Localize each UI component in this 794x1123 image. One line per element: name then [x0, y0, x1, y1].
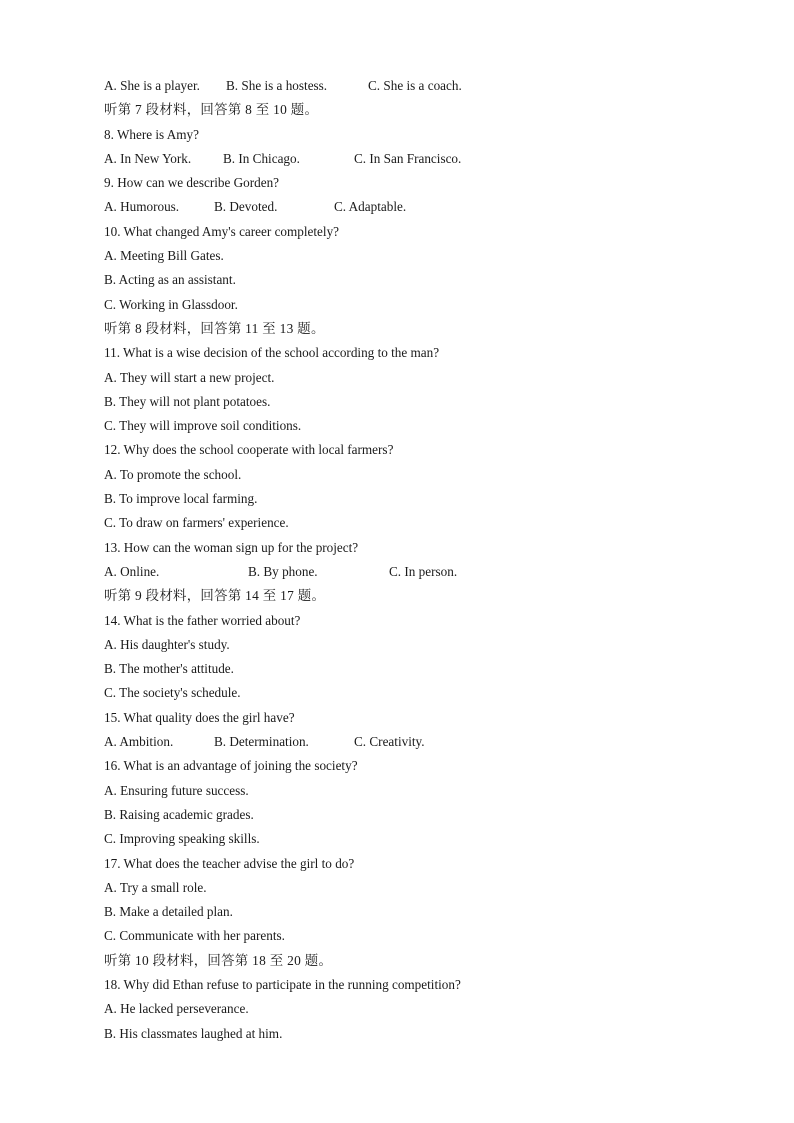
q7-option-b: B. She is a hostess.: [226, 78, 328, 93]
question-15: 15. What quality does the girl have?: [104, 709, 295, 725]
q11-option-b: B. They will not plant potatoes.: [104, 393, 271, 409]
q15-option-c: C. Creativity.: [354, 734, 425, 750]
q14-option-b: B. The mother's attitude.: [104, 661, 234, 677]
q13-option-c: C. In person.: [389, 563, 458, 579]
q10-option-b: B. Acting as an assistant.: [104, 272, 236, 288]
q16-option-c: C. Improving speaking skills.: [104, 831, 260, 847]
q7-option-a: A. She is a player.: [104, 78, 200, 93]
q9-options: [104, 195, 724, 219]
q7-option-c: C. She is a coach.: [368, 78, 462, 93]
q13-option-b: B. By phone.: [248, 563, 318, 579]
q12-option-b: B. To improve local farming.: [104, 491, 258, 507]
question-12: 12. Why does the school cooperate with local farmers?: [104, 442, 394, 458]
q17-option-b: B. Make a detailed plan.: [104, 904, 233, 920]
q16-option-b: B. Raising academic grades.: [104, 806, 254, 822]
q11-option-a: A. They will start a new project.: [104, 369, 275, 385]
q12-option-c: C. To draw on farmers' experience.: [104, 515, 289, 531]
q15-option-b: B. Determination.: [214, 734, 309, 750]
q8-option-b: B. In Chicago.: [223, 150, 300, 166]
q14-option-a: A. His daughter's study.: [104, 636, 230, 652]
question-11: 11. What is a wise decision of the school according to the man?: [104, 345, 440, 361]
question-14: 14. What is the father worried about?: [104, 612, 301, 628]
question-17: 17. What does the teacher advise the girl to do?: [104, 855, 355, 871]
q13-option-a: A. Online.: [104, 563, 160, 579]
section-10-instruction: 听第 10 段材料，回答第 18 至 20 题。: [104, 952, 333, 968]
q10-option-a: A. Meeting Bill Gates.: [104, 248, 224, 264]
question-13: 13. How can the woman sign up for the project?: [104, 539, 359, 555]
section-9-instruction: 听第 9 段材料，回答第 14 至 17 题。: [104, 588, 326, 604]
question-8: 8. Where is Amy?: [104, 126, 199, 142]
question-9: 9. How can we describe Gorden?: [104, 175, 280, 191]
q9-option-a: A. Humorous.: [104, 199, 180, 215]
question-10: 10. What changed Amy's career completely?: [104, 223, 340, 239]
q8-option-c: C. In San Francisco.: [354, 150, 462, 166]
q15-option-a: A. Ambition.: [104, 734, 174, 750]
q9-option-b: B. Devoted.: [214, 199, 278, 215]
q17-option-c: C. Communicate with her parents.: [104, 928, 285, 944]
q17-option-a: A. Try a small role.: [104, 879, 207, 895]
listening-section: [104, 74, 724, 1046]
question-18: 18. Why did Ethan refuse to participate in the running competition?: [104, 976, 461, 992]
q8-options: [104, 147, 724, 171]
q10-option-c: C. Working in Glassdoor.: [104, 296, 238, 312]
section-7-instruction: 听第 7 段材料，回答第 8 至 10 题。: [104, 102, 319, 118]
q9-option-c: C. Adaptable.: [334, 199, 407, 215]
section-8-instruction: 听第 8 段材料，回答第 11 至 13 题。: [104, 320, 325, 336]
q11-option-c: C. They will improve soil conditions.: [104, 418, 302, 434]
question-16: 16. What is an advantage of joining the society?: [104, 758, 358, 774]
q18-option-a: A. He lacked perseverance.: [104, 1001, 249, 1017]
q15-options: [104, 730, 724, 754]
q8-option-a: A. In New York.: [104, 150, 192, 166]
q12-option-a: A. To promote the school.: [104, 466, 242, 482]
q7-options: [104, 74, 724, 98]
q13-options: [104, 560, 724, 584]
q18-option-b: B. His classmates laughed at him.: [104, 1025, 283, 1041]
q16-option-a: A. Ensuring future success.: [104, 782, 249, 798]
q14-option-c: C. The society's schedule.: [104, 685, 241, 701]
